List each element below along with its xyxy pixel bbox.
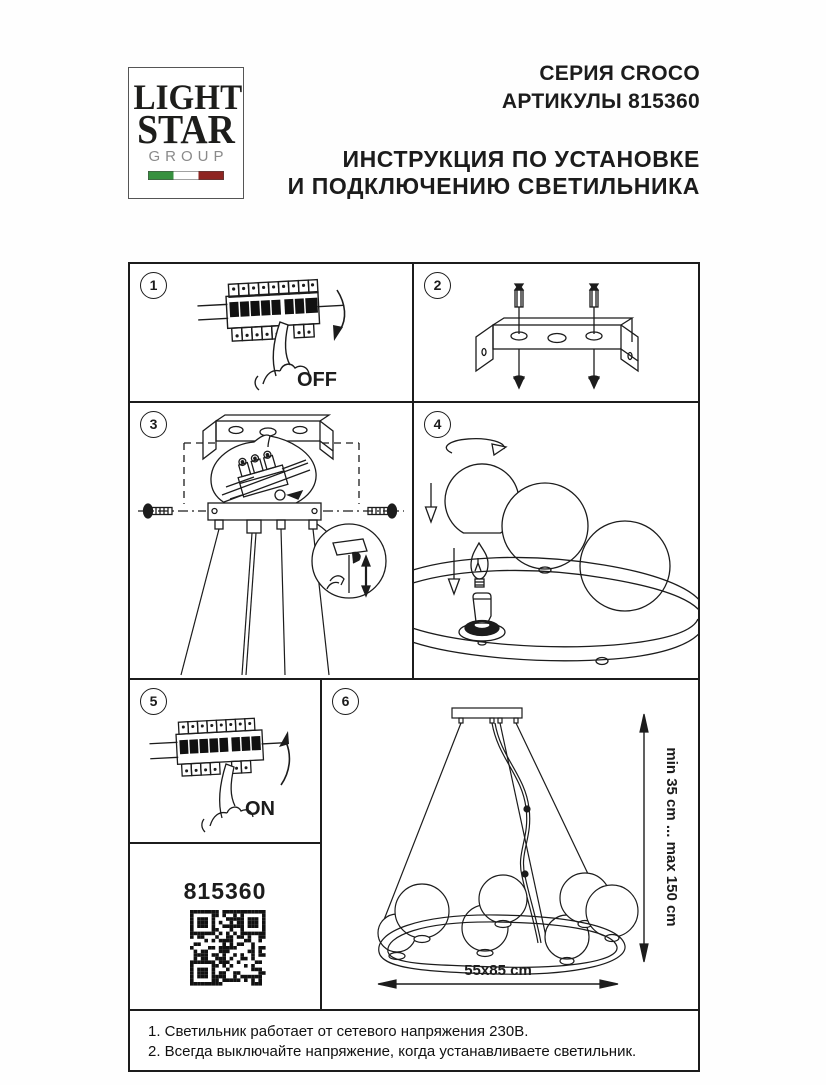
canopy-drawing [130,403,412,678]
candle-bulb [471,543,488,587]
breaker-bottom-terminals [182,761,252,777]
arrow-up [279,731,289,785]
step-5-panel [128,678,322,844]
articles-title: АРТИКУЛЫ 815360 [501,90,700,113]
screw-left [514,349,524,388]
breaker-top-terminals [228,280,318,298]
step-6-panel [320,678,700,1011]
screw-right [589,349,599,388]
breaker-toggles [229,298,318,318]
rotate-arrow [446,439,506,455]
width-dimension-label: 55x85 cm [464,962,532,979]
step-6-badge: 6 [332,688,359,715]
logo-text-star: STAR [137,106,235,152]
insert-arrow-2 [449,548,460,594]
safety-notes [128,1009,700,1072]
step-3-panel [128,401,414,680]
note-line-2: 2. Всегда выключайте напряжение, когда устанавливаете светильник. [148,1043,637,1060]
cable-glands [215,520,317,533]
glass-spheres [378,873,638,959]
side-screw-right [368,504,397,518]
italian-flag-bar [148,171,224,180]
step-3-badge: 3 [140,411,167,438]
anchor-left [515,284,523,334]
logo-text-group: GROUP [148,148,229,165]
canopy-bar [138,503,404,520]
step-4-badge: 4 [424,411,451,438]
article-qr-panel [128,842,322,1011]
side-screw-left [144,504,173,518]
step-4-panel [412,401,700,680]
width-dimension [378,980,618,988]
step-2-panel [412,262,700,403]
ceiling-plate [452,708,522,723]
breaker-bottom-terminals [232,324,315,341]
insert-arrow-1 [426,483,437,522]
lamp-socket [459,593,505,645]
sphere-3 [580,521,670,611]
note-line-1: 1. Светильник работает от сетевого напряжения 230В. [148,1023,529,1040]
height-dimension-label: min 35 cm ... max 150 cm [663,747,680,927]
off-label: OFF [297,369,337,391]
step-1-panel [128,262,414,403]
main-title-line2: И ПОДКЛЮЧЕНИЮ СВЕТИЛЬНИКА [287,173,700,199]
arrow-down [333,290,345,341]
document-titles [288,60,700,200]
step-2-badge: 2 [424,272,451,299]
series-title: СЕРИЯ CROCO [539,62,700,85]
spheres-drawing [414,403,698,678]
step-5-badge: 5 [140,688,167,715]
anchor-right [590,284,598,334]
on-label: ON [245,798,275,820]
breaker-off-drawing [130,264,412,401]
step-1-badge: 1 [140,272,167,299]
lightstar-logo [128,67,244,199]
main-title-line1: ИНСТРУКЦИЯ ПО УСТАНОВКЕ [342,146,700,172]
chandelier-drawing [322,680,698,1009]
sphere-2 [502,483,588,569]
mounting-bracket [476,318,638,371]
terminal-balloon [211,435,316,511]
cable-lock-detail [312,524,386,598]
article-number: 815360 [183,878,267,904]
height-dimension [640,714,648,962]
bracket-drawing [414,264,698,401]
qr-code [130,844,320,1009]
suspension-cables [181,529,329,675]
breaker-toggles [179,736,261,754]
breaker-top-terminals [178,718,255,734]
logo-text-light: LIGHT [133,77,243,117]
